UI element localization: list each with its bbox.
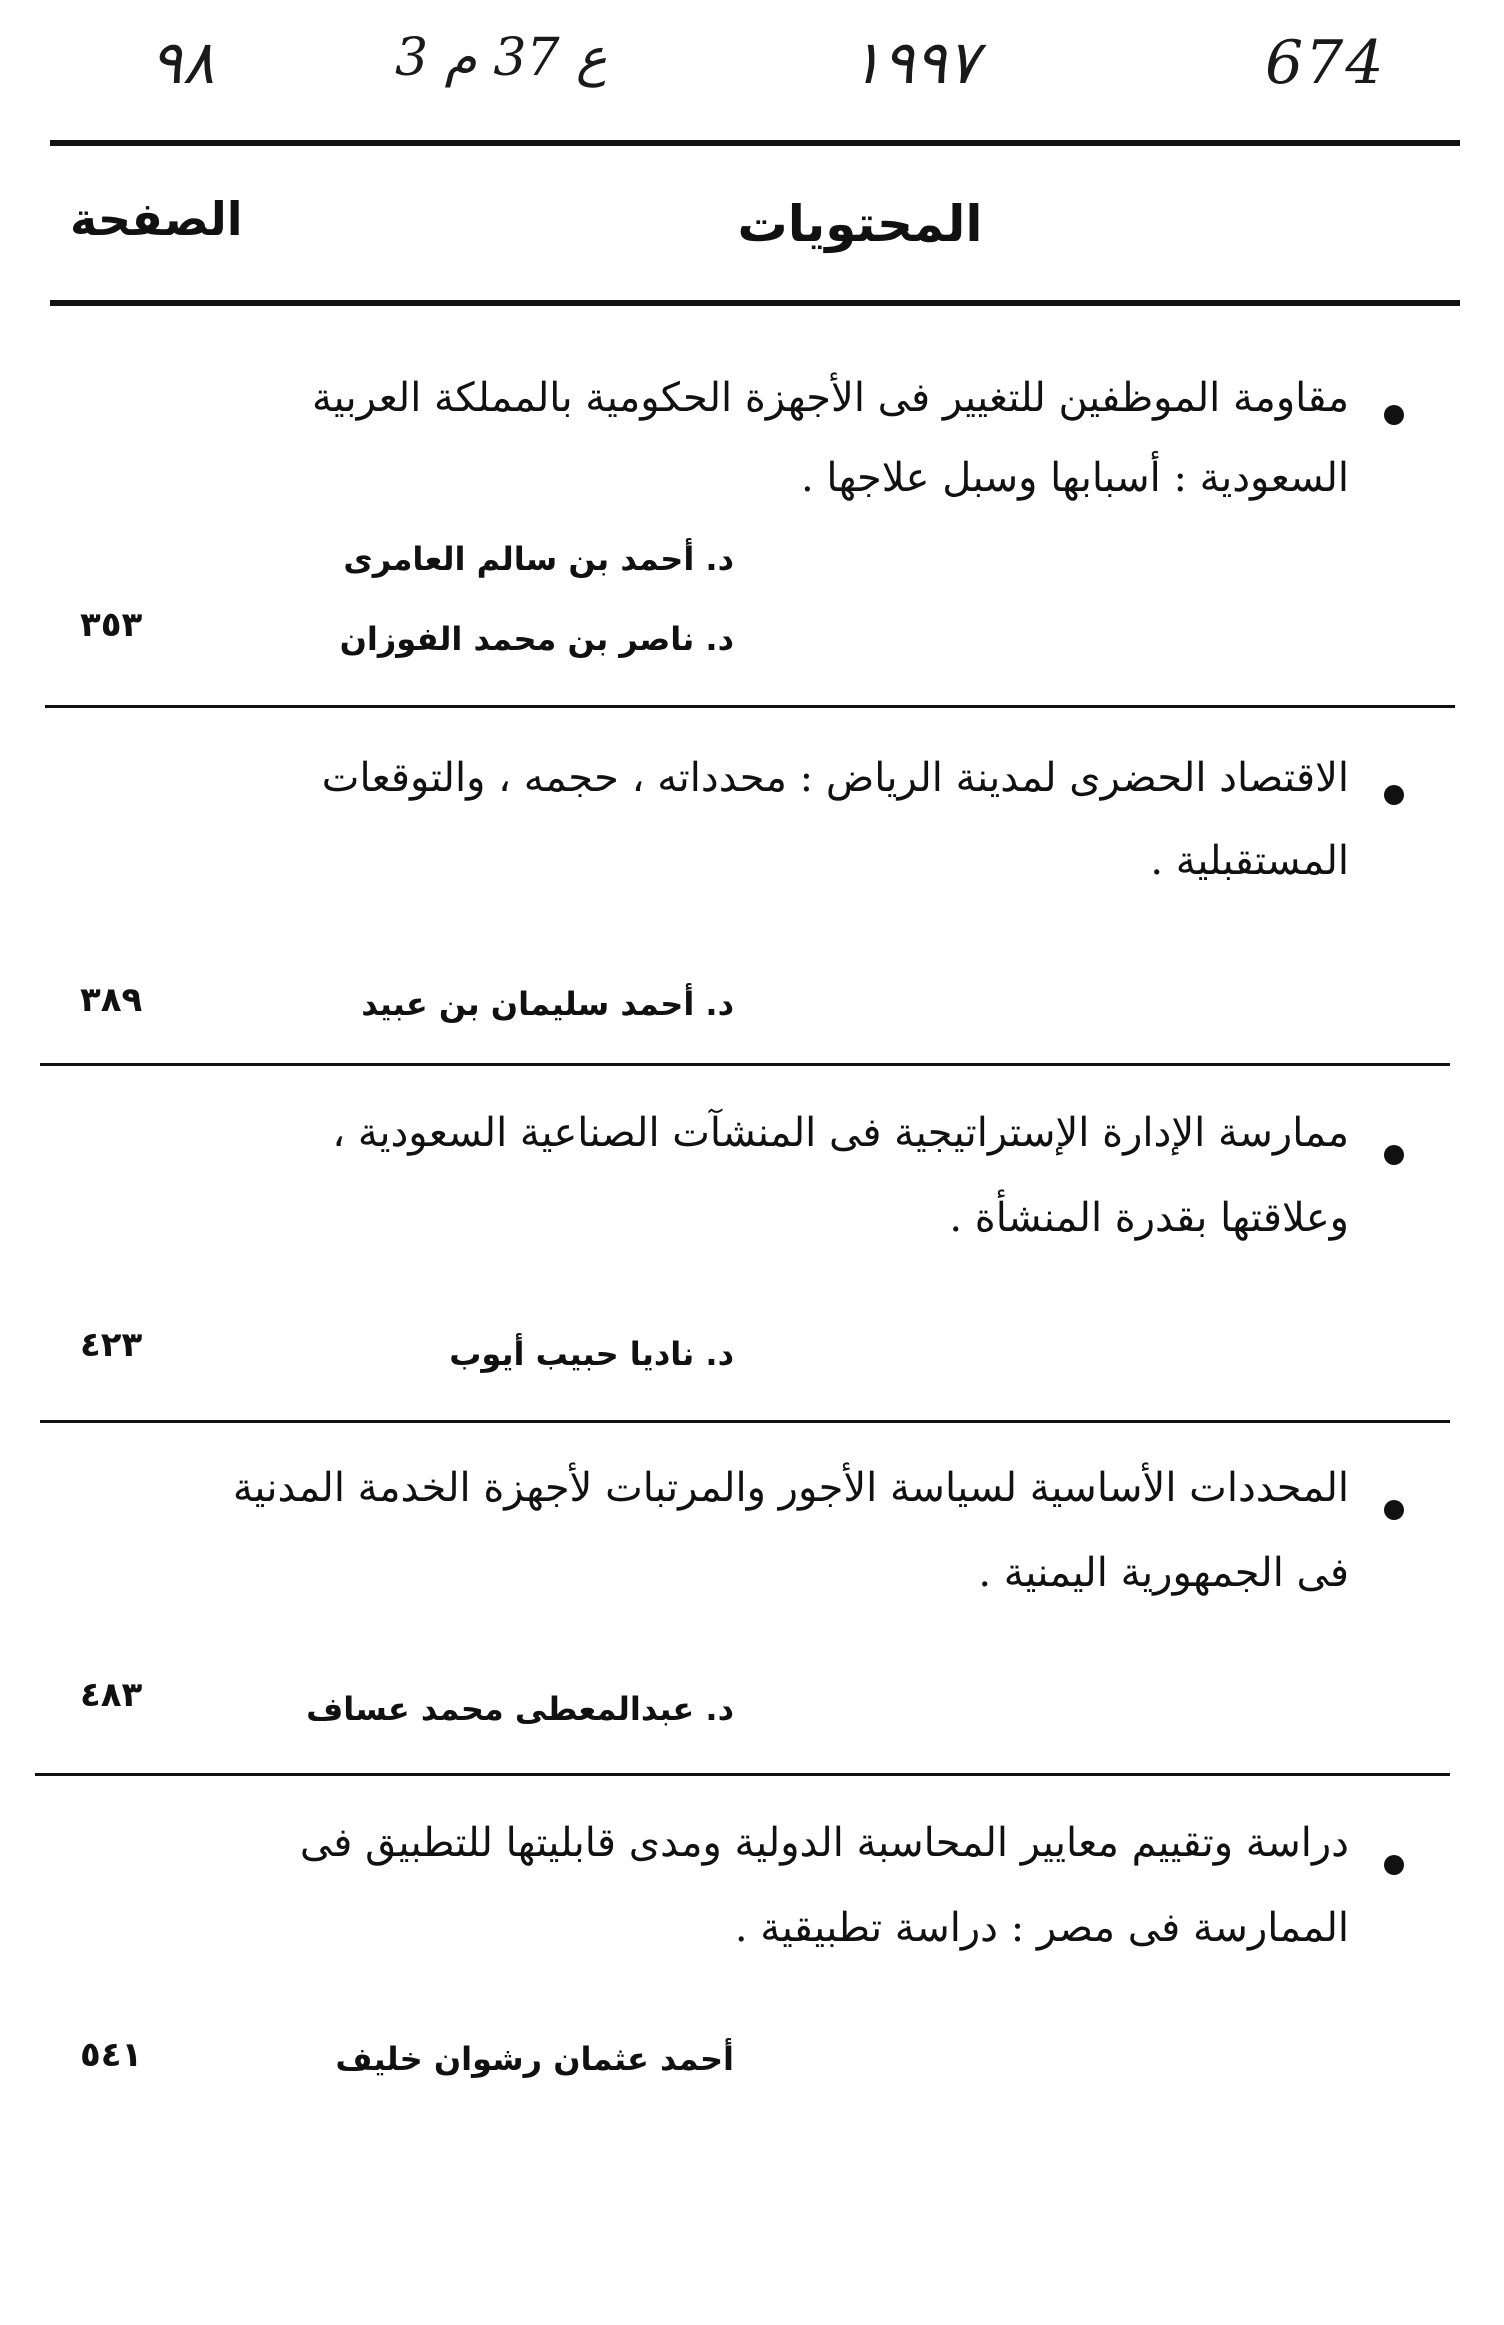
entry-title-line: مقاومة الموظفين للتغيير فى الأجهزة الحكومية بالمملكة العربية: [312, 375, 1349, 421]
page-column-heading: الصفحة: [70, 192, 243, 246]
entry-title-line: فى الجمهورية اليمنية .: [978, 1550, 1349, 1596]
entry-author: د. أحمد بن سالم العامرى: [343, 540, 734, 578]
handwritten-note-2: 3 ع 37 م: [395, 28, 608, 88]
top-rule: [50, 140, 1460, 146]
entry-author: أحمد عثمان رشوان خليف: [335, 2040, 734, 2078]
entry-divider: [40, 1420, 1450, 1423]
bullet-icon: [1384, 405, 1404, 425]
entry-page-number: ٣٨٩: [80, 980, 143, 1020]
entry-page-number: ٣٥٣: [80, 605, 143, 645]
entry-author: د. ناديا حبيب أيوب: [449, 1335, 734, 1373]
entry-divider: [45, 705, 1455, 708]
handwritten-note-3: ١٩٩٧: [850, 28, 979, 98]
entry-title-line: وعلاقتها بقدرة المنشأة .: [949, 1195, 1349, 1241]
entry-title-line: الاقتصاد الحضرى لمدينة الرياض : محدداته ، حجمه ، والتوقعات: [321, 755, 1349, 801]
entry-page-number: ٤٨٣: [80, 1675, 143, 1715]
handwritten-note-1: ٩٨: [150, 28, 215, 98]
entry-page-number: ٥٤١: [80, 2035, 143, 2075]
handwritten-note-4: 674: [1265, 28, 1386, 98]
entry-divider: [35, 1773, 1450, 1776]
entry-title-line: الممارسة فى مصر : دراسة تطبيقية .: [734, 1905, 1349, 1951]
bullet-icon: [1384, 1500, 1404, 1520]
entry-author: د. ناصر بن محمد الفوزان: [339, 620, 734, 658]
bullet-icon: [1384, 1855, 1404, 1875]
entry-title-line: المستقبلية .: [1150, 838, 1349, 884]
entry-title-line: ممارسة الإدارة الإستراتيجية فى المنشآت الصناعية السعودية ،: [332, 1110, 1349, 1156]
bullet-icon: [1384, 1145, 1404, 1165]
contents-heading: المحتويات: [737, 195, 983, 253]
entry-author: د. أحمد سليمان بن عبيد: [361, 985, 734, 1023]
entry-page-number: ٤٢٣: [80, 1325, 143, 1365]
entry-title-line: المحددات الأساسية لسياسة الأجور والمرتبات لأجهزة الخدمة المدنية: [232, 1465, 1349, 1511]
bullet-icon: [1384, 785, 1404, 805]
entry-author: د. عبدالمعطى محمد عساف: [306, 1690, 734, 1728]
entry-title-line: دراسة وتقييم معايير المحاسبة الدولية ومدى قابليتها للتطبيق فى: [299, 1820, 1349, 1866]
header-rule: [50, 300, 1460, 306]
entry-title-line: السعودية : أسبابها وسبل علاجها .: [800, 455, 1349, 501]
entry-divider: [40, 1063, 1450, 1066]
